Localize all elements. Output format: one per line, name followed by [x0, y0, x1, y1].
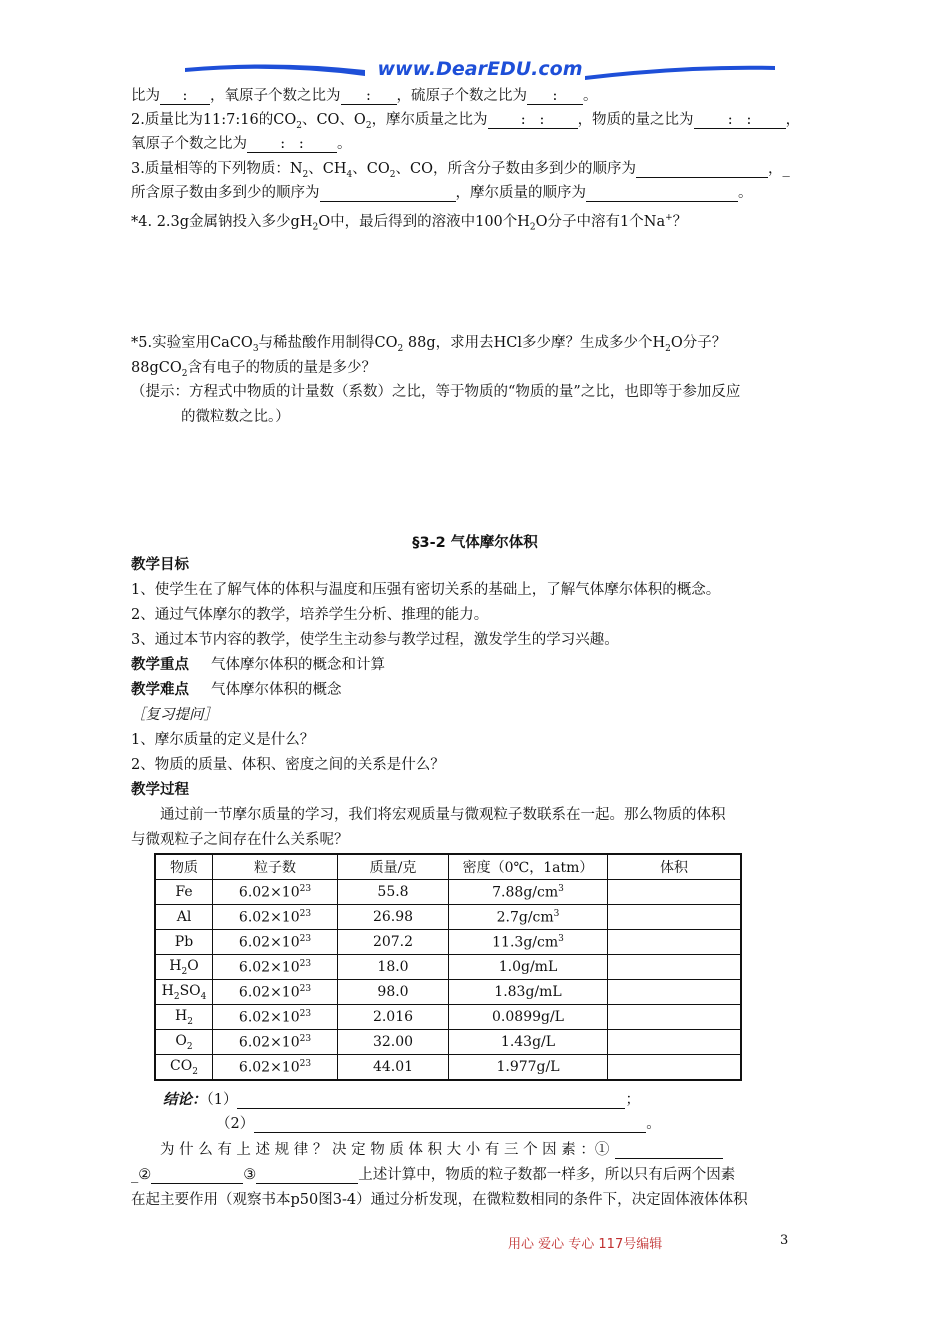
substance-table [154, 853, 742, 1081]
process-para-1: 通过前一节摩尔质量的学习，我们将宏观质量与微观粒子数联系在一起。那么物质的体积 [160, 807, 726, 823]
cell-substance: Pb [155, 930, 213, 955]
exercise-line-4: 3.质量相等的下列物质：$N_2$、$CH_4$、$CO_2$、CO，所含分子数由多到少的顺序为 ，_ [131, 161, 790, 180]
cell-mass: 2.016 [338, 1005, 449, 1030]
cell-density: 1.0g/mL [449, 955, 608, 980]
cell-volume [608, 1055, 742, 1081]
table-row [155, 905, 741, 930]
cell-particles: $6.02\times 10^{23}$ [213, 1005, 338, 1030]
cell-particles: $6.02\times 10^{23}$ [213, 905, 338, 930]
table-row [155, 1030, 741, 1055]
cell-volume [608, 980, 742, 1005]
cell-particles: $6.02\times 10^{23}$ [213, 955, 338, 980]
table-header-row [155, 854, 741, 880]
col-header: 密度（0℃，1atm） [449, 854, 608, 880]
table-row [155, 1005, 741, 1030]
cell-substance: Fe [155, 880, 213, 905]
conclusion-2: （2） 。 [216, 1116, 661, 1132]
bottom-line-3: 在起主要作用（观察书本p50图3-4）通过分析发现，在微粒数相同的条件下，决定固体液体体积 [131, 1192, 748, 1208]
cell-mass: 44.01 [338, 1055, 449, 1081]
cell-volume [608, 955, 742, 980]
section-title: §3-2 气体摩尔体积 [412, 535, 538, 551]
bottom-line-2: _② ③ 上述计算中，物质的粒子数都一样多，所以只有后两个因素 [131, 1167, 736, 1183]
exercise-line-8: 88gCO$_2$含有电子的物质的量是多少？ [131, 360, 376, 379]
cell-substance: Al [155, 905, 213, 930]
process-heading: 教学过程 [131, 782, 189, 798]
exercise-line-2: 2.质量比为11:7:16的$CO_2$、CO、$O_2$，摩尔质量之比为 : : ，物质的量之比为 : : ， [131, 112, 801, 131]
review-heading: ［复习提问］ [131, 707, 218, 723]
exercise-line-7: *5.实验室用CaCO$_3$与稀盐酸作用制得$CO_2$ 88g，求用去HCl多少摩？生成多少个$H_2O$分子？ [131, 335, 727, 354]
table-row [155, 980, 741, 1005]
cell-density: $2.7g/cm^3$ [449, 905, 608, 930]
cell-mass: 26.98 [338, 905, 449, 930]
cell-mass: 207.2 [338, 930, 449, 955]
cell-substance: $H_2SO_4$ [155, 980, 213, 1005]
cell-mass: 98.0 [338, 980, 449, 1005]
hint-line-1: （提示：方程式中物质的计量数（系数）之比，等于物质的“物质的量”之比，也即等于参加反应 [131, 384, 741, 400]
exercise-line-5: 所含原子数由多到少的顺序为 ，摩尔质量的顺序为 。 [131, 185, 753, 201]
table-row [155, 880, 741, 905]
col-header: 体积 [608, 854, 742, 880]
objective-item-3: 3、通过本节内容的教学，使学生主动参与教学过程，激发学生的学习兴趣。 [131, 632, 619, 648]
cell-density: 1.83g/mL [449, 980, 608, 1005]
cell-volume [608, 1030, 742, 1055]
col-header: 粒子数 [213, 854, 338, 880]
key-point: 教学重点 气体摩尔体积的概念和计算 [131, 657, 385, 673]
logo-text[interactable]: www.DearEDU.com [377, 58, 583, 80]
process-para-2: 与微观粒子之间存在什么关系呢？ [131, 832, 349, 848]
review-item-1: 1、摩尔质量的定义是什么？ [131, 732, 315, 748]
review-item-2: 2、物质的质量、体积、密度之间的关系是什么？ [131, 757, 445, 773]
exercise-line-1: 比为 : ，氧原子个数之比为 : ，硫原子个数之比为 : 。 [131, 88, 598, 104]
cell-density: $11.3g/cm^3$ [449, 930, 608, 955]
cell-substance: $H_2$ [155, 1005, 213, 1030]
col-header: 质量/克 [338, 854, 449, 880]
difficulty: 教学难点 气体摩尔体积的概念 [131, 682, 342, 698]
cell-substance: $H_2O$ [155, 955, 213, 980]
objectives-heading: 教学目标 [131, 557, 189, 573]
exercise-line-3: 氧原子个数之比为 : : 。 [131, 136, 352, 152]
cell-particles: $6.02\times 10^{23}$ [213, 980, 338, 1005]
cell-particles: $6.02\times 10^{23}$ [213, 1030, 338, 1055]
cell-particles: $6.02\times 10^{23}$ [213, 880, 338, 905]
cell-mass: 18.0 [338, 955, 449, 980]
cell-volume [608, 905, 742, 930]
cell-substance: $CO_2$ [155, 1055, 213, 1081]
objective-item-1: 1、使学生在了解气体的体积与温度和压强有密切关系的基础上，了解气体摩尔体积的概念。 [131, 582, 721, 598]
cell-volume [608, 880, 742, 905]
cell-substance: $O_2$ [155, 1030, 213, 1055]
header-logo [185, 56, 775, 86]
cell-mass: 55.8 [338, 880, 449, 905]
exercise-line-6: *4. 2.3g金属钠投入多少$gH_2O$中，最后得到的溶液中100个$H_2O$分子中溶有1个Na+？ [131, 213, 688, 233]
cell-density: 1.977g/L [449, 1055, 608, 1081]
bottom-line-1: 为 什 么 有 上 述 规 律 ？ 决 定 物 质 体 积 大 小 有 三 个 因 素 ：① [160, 1140, 723, 1160]
cell-density: 0.0899g/L [449, 1005, 608, 1030]
cell-density: 1.43g/L [449, 1030, 608, 1055]
table-row [155, 955, 741, 980]
cell-volume [608, 1005, 742, 1030]
cell-particles: $6.02\times 10^{23}$ [213, 1055, 338, 1081]
cell-volume [608, 930, 742, 955]
table-row [155, 930, 741, 955]
conclusion-1: 结论：（1） ； [163, 1092, 640, 1108]
hint-line-2: 的微粒数之比。） [181, 409, 290, 425]
objective-item-2: 2、通过气体摩尔的教学，培养学生分析、推理的能力。 [131, 607, 489, 623]
footer-text: 用心 爱心 专心 117号编辑 [508, 1237, 663, 1252]
cell-particles: $6.02\times 10^{23}$ [213, 930, 338, 955]
page-number: 3 [780, 1233, 789, 1248]
table-row [155, 1055, 741, 1081]
cell-mass: 32.00 [338, 1030, 449, 1055]
cell-density: $7.88g/cm^3$ [449, 880, 608, 905]
col-header: 物质 [155, 854, 213, 880]
